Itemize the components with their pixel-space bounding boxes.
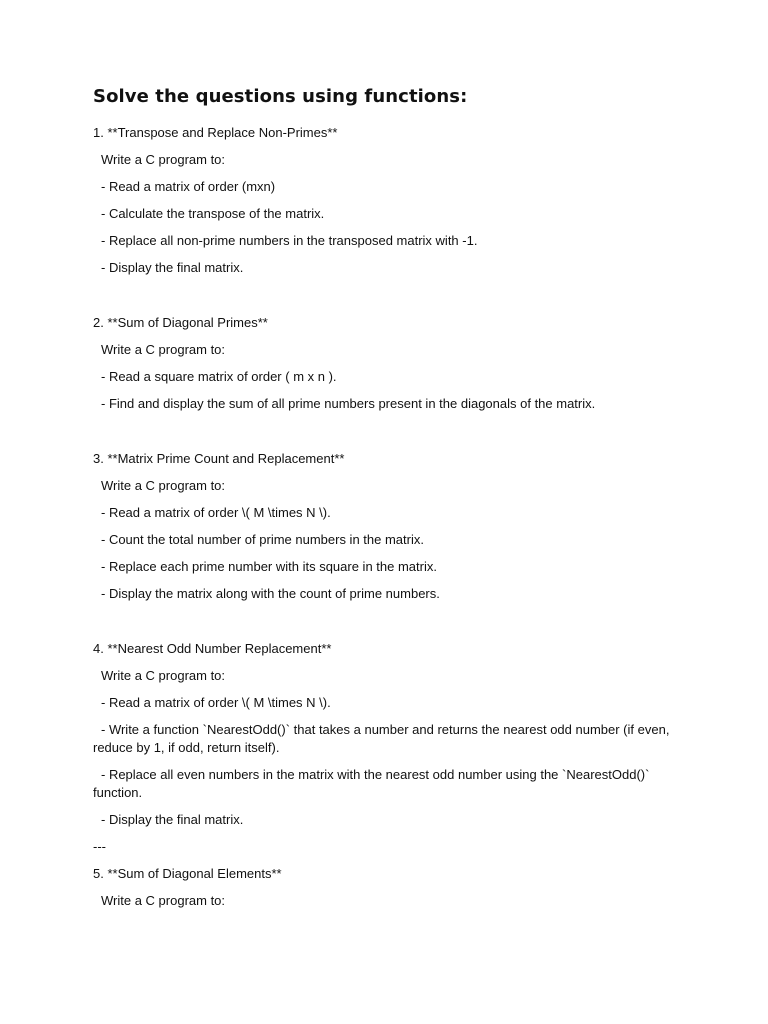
question-intro: Write a C program to: bbox=[101, 478, 226, 493]
question-item: - Read a matrix of order \( M \times N \). bbox=[101, 695, 331, 710]
question-intro: Write a C program to: bbox=[101, 342, 226, 357]
question-item: - Replace all non-prime numbers in the transposed matrix with -1. bbox=[101, 233, 478, 248]
question-heading: 1. **Transpose and Replace Non-Primes** bbox=[93, 125, 338, 140]
question-intro: Write a C program to: bbox=[101, 893, 226, 908]
question-heading: 3. **Matrix Prime Count and Replacement** bbox=[93, 451, 345, 466]
question-5 bbox=[93, 865, 683, 910]
question-item: - Read a matrix of order (mxn) bbox=[101, 179, 276, 194]
question-3 bbox=[93, 450, 683, 603]
question-item: - Read a square matrix of order ( m x n ). bbox=[101, 369, 337, 384]
separator: --- bbox=[93, 839, 106, 854]
question-item: - Display the final matrix. bbox=[101, 260, 244, 275]
question-item: - Count the total number of prime numbers in the matrix. bbox=[101, 532, 424, 547]
page-title: Solve the questions using functions: bbox=[93, 86, 468, 107]
question-heading: 4. **Nearest Odd Number Replacement** bbox=[93, 641, 332, 656]
question-4 bbox=[93, 640, 683, 829]
question-item: - Read a matrix of order \( M \times N \). bbox=[101, 505, 331, 520]
question-2 bbox=[93, 314, 683, 413]
question-item: - Replace each prime number with its square in the matrix. bbox=[101, 559, 437, 574]
question-intro: Write a C program to: bbox=[101, 152, 226, 167]
question-1 bbox=[93, 124, 683, 277]
question-item: - Calculate the transpose of the matrix. bbox=[101, 206, 325, 221]
question-item: - Find and display the sum of all prime numbers present in the diagonals of the matrix. bbox=[101, 396, 596, 411]
spacer bbox=[93, 286, 683, 314]
question-item: - Write a function `NearestOdd()` that takes a number and returns the nearest odd number (if even, reduce by 1, if odd, return itself). bbox=[93, 722, 674, 755]
spacer bbox=[93, 422, 683, 450]
question-item: - Display the matrix along with the count of prime numbers. bbox=[101, 586, 440, 601]
spacer bbox=[93, 612, 683, 640]
question-intro: Write a C program to: bbox=[101, 668, 226, 683]
question-item: - Display the final matrix. bbox=[101, 812, 244, 827]
document-page bbox=[93, 86, 683, 919]
question-heading: 2. **Sum of Diagonal Primes** bbox=[93, 315, 268, 330]
question-heading: 5. **Sum of Diagonal Elements** bbox=[93, 866, 282, 881]
question-item: - Replace all even numbers in the matrix with the nearest odd number using the `NearestOdd()` function. bbox=[93, 767, 654, 800]
